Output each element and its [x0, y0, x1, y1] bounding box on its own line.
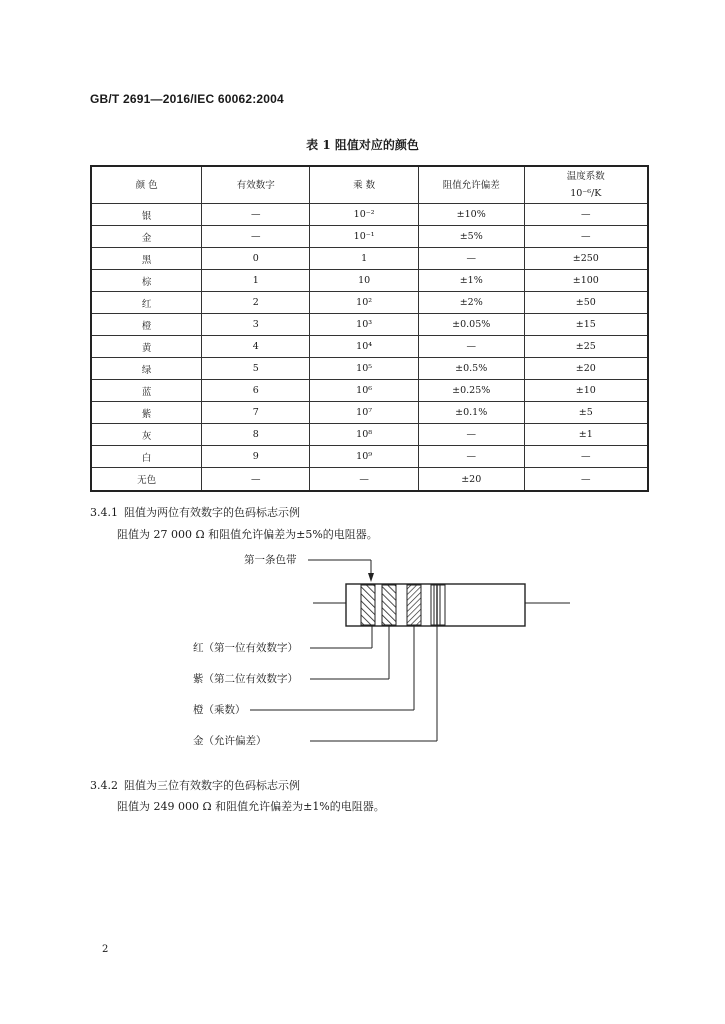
- section-title: 阻值为两位有效数字的色码标志示例: [124, 506, 300, 519]
- cell-tempco: ±15: [524, 314, 648, 336]
- cell-digit: 7: [202, 402, 310, 424]
- band-label-gold: 金（允许偏差）: [193, 733, 270, 748]
- section-number: 3.4.2: [90, 779, 118, 792]
- band-label-violet: 紫（第二位有效数字）: [193, 671, 301, 686]
- cell-digit: 1: [202, 270, 310, 292]
- first-band-label: 第一条色带: [244, 554, 297, 566]
- cell-digit: 4: [202, 336, 310, 358]
- header-multiplier: 乘 数: [310, 166, 418, 204]
- cell-tempco: —: [524, 204, 648, 226]
- cell-multiplier: 10⁵: [310, 358, 418, 380]
- cell-multiplier: 10⁻¹: [310, 226, 418, 248]
- cell-color: 黑: [91, 248, 202, 270]
- cell-tempco: —: [524, 468, 648, 492]
- cell-color: 无色: [91, 468, 202, 492]
- cell-digit: —: [202, 204, 310, 226]
- cell-tolerance: ±20: [418, 468, 524, 492]
- standard-header: GB/T 2691—2016/IEC 60062:2004: [90, 92, 284, 106]
- cell-tempco: —: [524, 226, 648, 248]
- band-label-orange: 橙（乘数）: [193, 702, 249, 717]
- cell-digit: —: [202, 226, 310, 248]
- cell-color: 橙: [91, 314, 202, 336]
- cell-tolerance: ±0.5%: [418, 358, 524, 380]
- cell-color: 金: [91, 226, 202, 248]
- cell-tolerance: —: [418, 336, 524, 358]
- cell-tolerance: ±0.05%: [418, 314, 524, 336]
- band-red: [361, 585, 375, 625]
- header-tolerance: 阻值允许偏差: [418, 166, 524, 204]
- cell-digit: —: [202, 468, 310, 492]
- cell-multiplier: 10⁷: [310, 402, 418, 424]
- table-title: 表 1 阻值对应的颜色: [306, 138, 419, 152]
- cell-multiplier: 10⁶: [310, 380, 418, 402]
- band-label-red: 红（第一位有效数字）: [193, 640, 301, 655]
- cell-multiplier: 1: [310, 248, 418, 270]
- cell-color: 绿: [91, 358, 202, 380]
- band-orange: [407, 585, 421, 625]
- cell-tolerance: ±0.1%: [418, 402, 524, 424]
- first-band-arrow: [368, 573, 374, 582]
- section-title: 阻值为三位有效数字的色码标志示例: [124, 779, 300, 792]
- cell-multiplier: 10: [310, 270, 418, 292]
- cell-tempco: —: [524, 446, 648, 468]
- header-digit: 有效数字: [202, 166, 310, 204]
- cell-color: 红: [91, 292, 202, 314]
- cell-tolerance: —: [418, 424, 524, 446]
- cell-color: 黄: [91, 336, 202, 358]
- cell-tolerance: —: [418, 248, 524, 270]
- cell-digit: 8: [202, 424, 310, 446]
- cell-tolerance: ±5%: [418, 226, 524, 248]
- section-3-4-2-text: 阻值为 249 000 Ω 和阻值允许偏差为±1%的电阻器。: [117, 800, 385, 813]
- cell-tempco: ±5: [524, 402, 648, 424]
- cell-color: 蓝: [91, 380, 202, 402]
- cell-tolerance: ±0.25%: [418, 380, 524, 402]
- cell-multiplier: 10²: [310, 292, 418, 314]
- section-number: 3.4.1: [90, 506, 118, 519]
- header-tempco-unit: 10⁻⁶/K: [570, 188, 602, 199]
- cell-tempco: ±1: [524, 424, 648, 446]
- cell-multiplier: 10⁻²: [310, 204, 418, 226]
- band-violet: [382, 585, 396, 625]
- cell-tolerance: —: [418, 446, 524, 468]
- cell-tempco: ±100: [524, 270, 648, 292]
- page-number: 2: [102, 944, 109, 955]
- cell-tolerance: ±2%: [418, 292, 524, 314]
- header-color: 颜 色: [91, 166, 202, 204]
- cell-tempco: ±25: [524, 336, 648, 358]
- cell-tolerance: ±1%: [418, 270, 524, 292]
- cell-multiplier: 10³: [310, 314, 418, 336]
- section-3-4-1-text: 阻值为 27 000 Ω 和阻值允许偏差为±5%的电阻器。: [117, 528, 378, 541]
- cell-digit: 0: [202, 248, 310, 270]
- cell-multiplier: —: [310, 468, 418, 492]
- cell-tempco: ±10: [524, 380, 648, 402]
- cell-tolerance: ±10%: [418, 204, 524, 226]
- cell-color: 灰: [91, 424, 202, 446]
- cell-tempco: ±50: [524, 292, 648, 314]
- header-tempco-line1: 温度系数: [566, 171, 605, 182]
- cell-multiplier: 10⁹: [310, 446, 418, 468]
- cell-color: 棕: [91, 270, 202, 292]
- cell-color: 紫: [91, 402, 202, 424]
- cell-digit: 5: [202, 358, 310, 380]
- cell-digit: 2: [202, 292, 310, 314]
- section-3-4-2-heading: [90, 777, 300, 793]
- cell-tempco: ±20: [524, 358, 648, 380]
- cell-digit: 6: [202, 380, 310, 402]
- cell-digit: 9: [202, 446, 310, 468]
- cell-digit: 3: [202, 314, 310, 336]
- cell-color: 银: [91, 204, 202, 226]
- band-gold: [431, 585, 445, 625]
- cell-multiplier: 10⁸: [310, 424, 418, 446]
- cell-tempco: ±250: [524, 248, 648, 270]
- cell-multiplier: 10⁴: [310, 336, 418, 358]
- cell-color: 白: [91, 446, 202, 468]
